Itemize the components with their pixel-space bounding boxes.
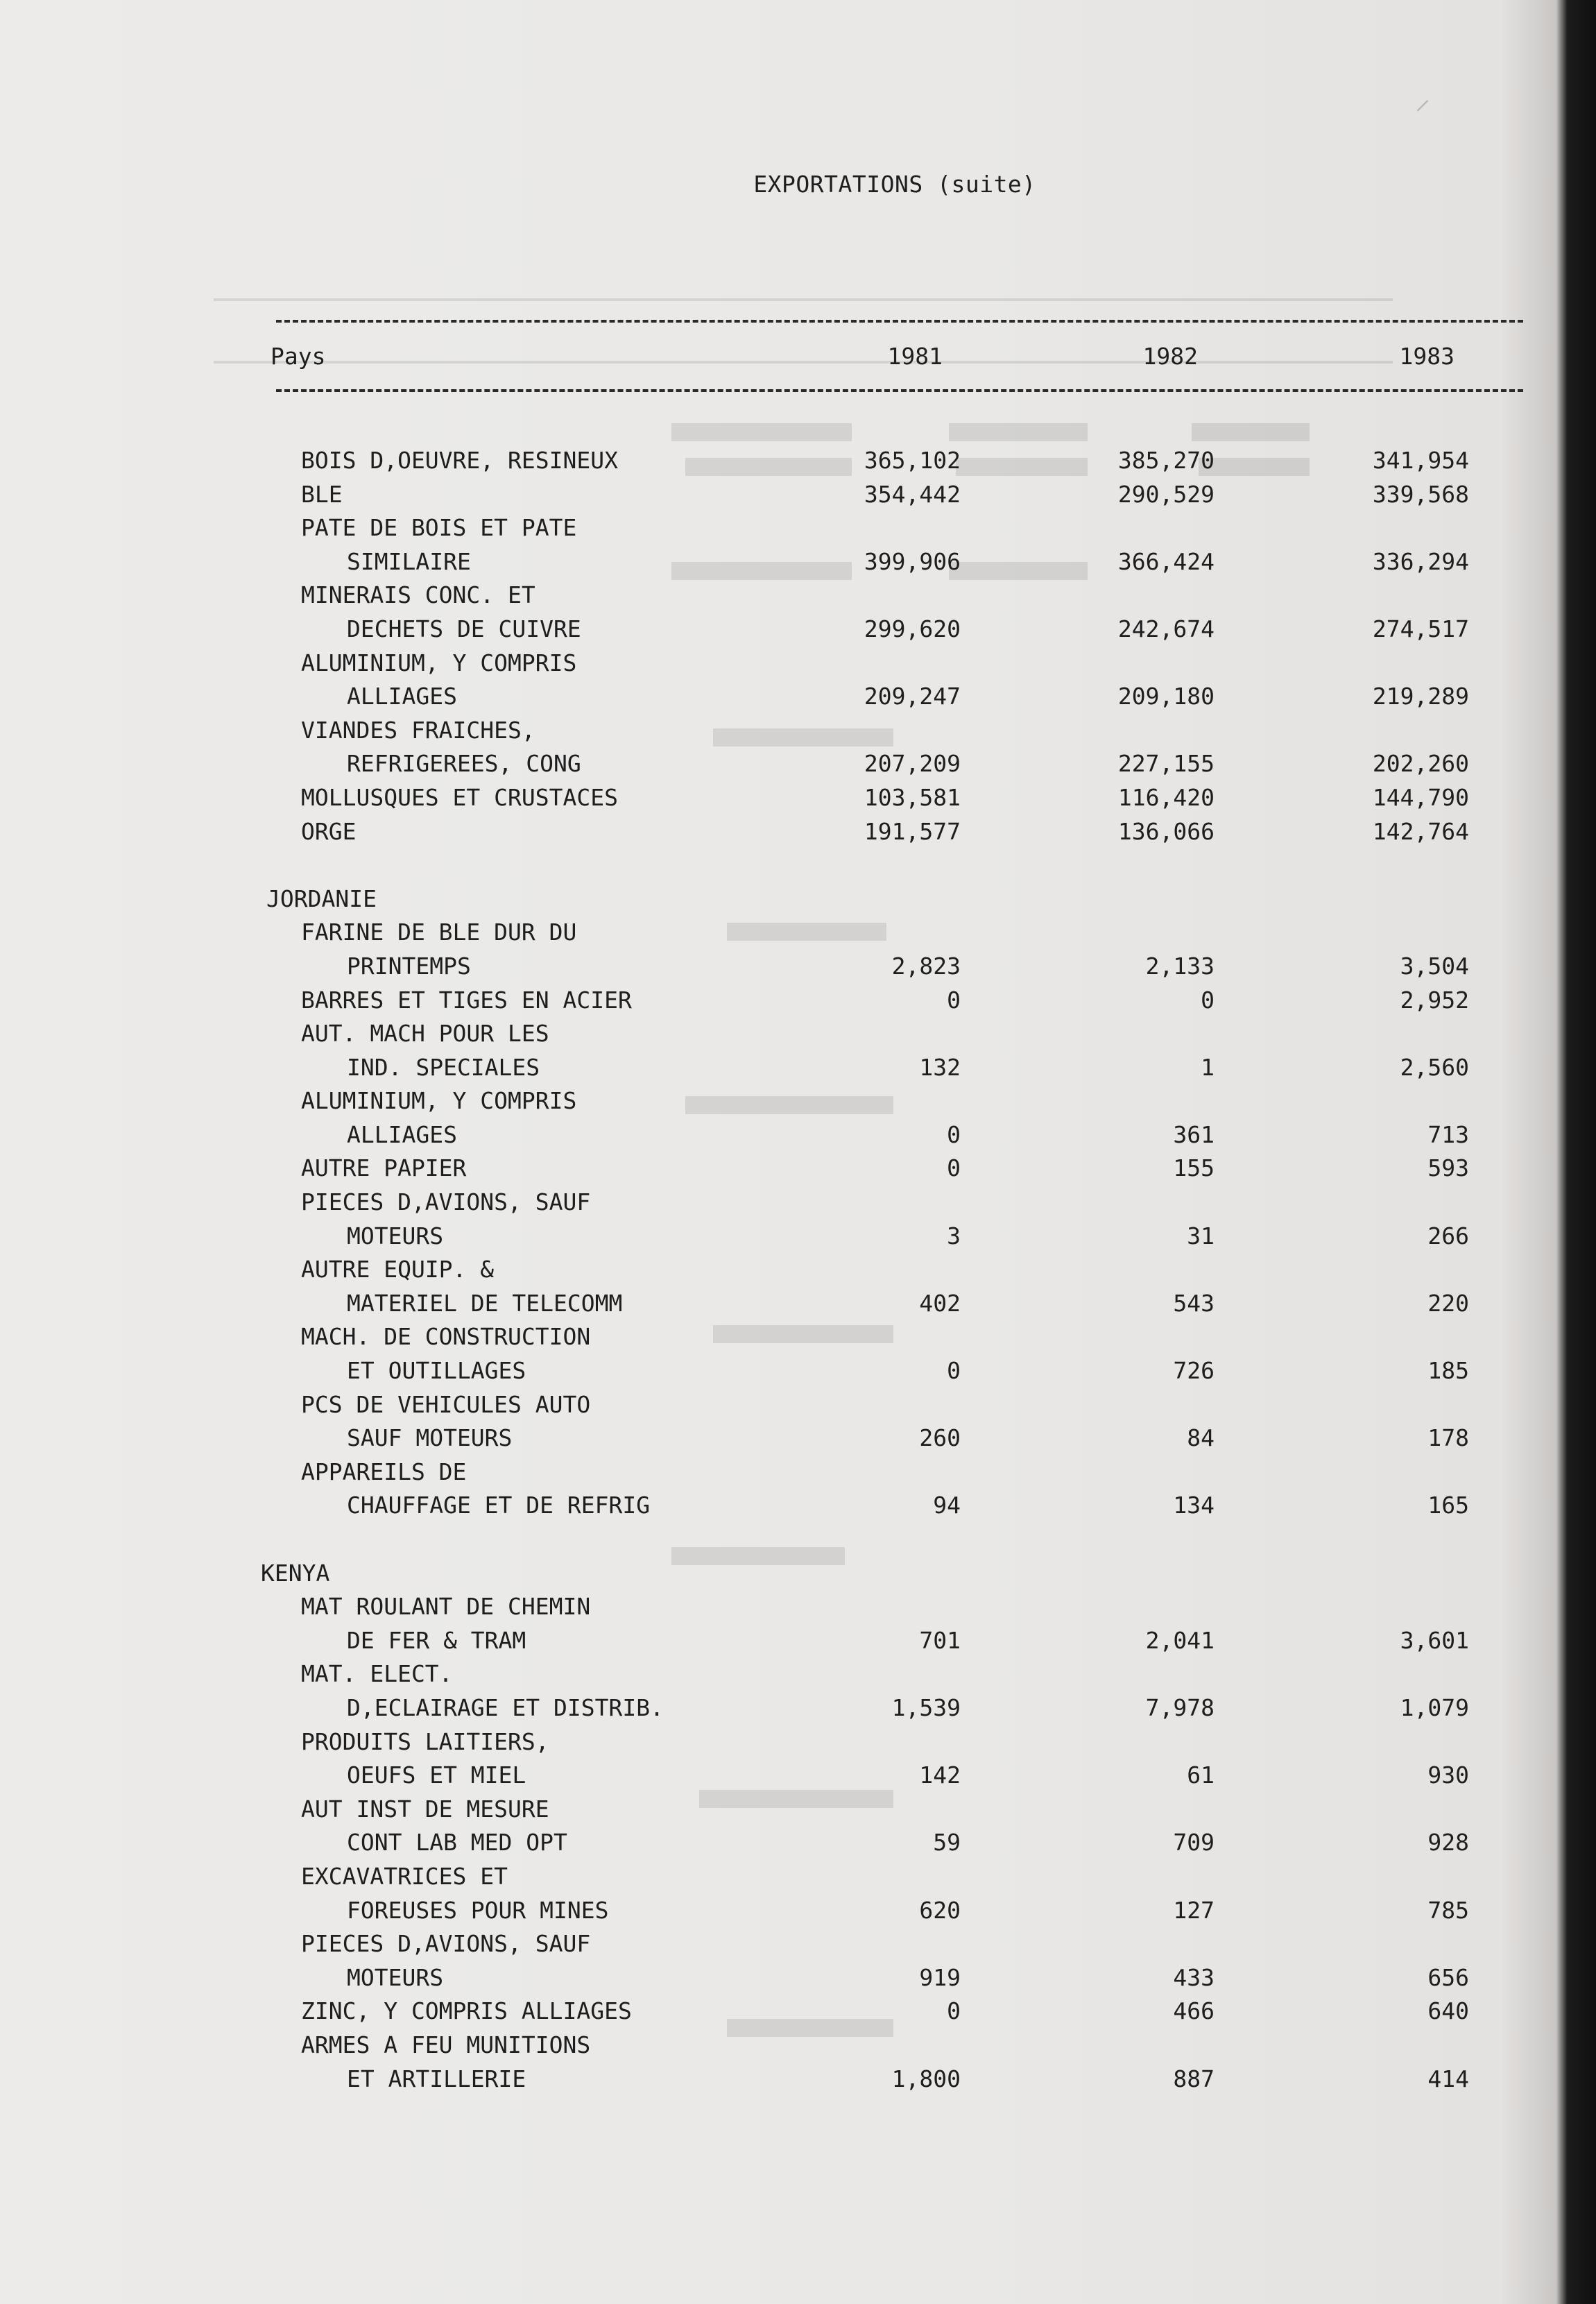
country-row xyxy=(0,1557,1596,1591)
table-row xyxy=(0,1657,1596,1691)
product-label: ALLIAGES xyxy=(347,1120,457,1148)
spacer-row xyxy=(0,848,1596,882)
product-label: FARINE DE BLE DUR DU xyxy=(301,919,577,946)
product-label: PATE DE BOIS ET PATE xyxy=(301,514,577,542)
column-header-1982: 1982 xyxy=(1142,343,1198,370)
table-row xyxy=(0,1388,1596,1422)
value-1983: 640 xyxy=(1427,1997,1469,2025)
value-1983: 165 xyxy=(1427,1492,1469,1519)
table-row xyxy=(0,781,1596,815)
table-row xyxy=(0,1894,1596,1928)
table-row xyxy=(0,1624,1596,1658)
value-1981: 59 xyxy=(933,1829,961,1857)
country-name: JORDANIE xyxy=(266,885,377,912)
value-1983: 220 xyxy=(1427,1289,1469,1317)
value-1981: 701 xyxy=(919,1626,961,1654)
value-1982: 366,424 xyxy=(1117,547,1215,575)
value-1982: 209,180 xyxy=(1117,683,1215,710)
value-1983: 266 xyxy=(1427,1222,1469,1249)
table-row xyxy=(0,1456,1596,1490)
product-label: BLE xyxy=(301,480,343,508)
table-row xyxy=(0,1590,1596,1624)
product-label: BARRES ET TIGES EN ACIER xyxy=(301,986,632,1014)
value-1982: 61 xyxy=(1187,1761,1215,1789)
table-row xyxy=(0,545,1596,579)
table-row xyxy=(0,511,1596,545)
value-1981: 207,209 xyxy=(864,750,961,778)
value-1983: 1,079 xyxy=(1400,1693,1469,1721)
value-1981: 0 xyxy=(947,1154,961,1182)
product-label: AUT INST DE MESURE xyxy=(301,1795,549,1823)
value-1981: 0 xyxy=(947,1120,961,1148)
value-1982: 31 xyxy=(1187,1222,1215,1249)
product-label: PCS DE VEHICULES AUTO xyxy=(301,1390,591,1418)
table-row xyxy=(0,1354,1596,1388)
value-1982: 290,529 xyxy=(1117,480,1215,508)
table-row xyxy=(0,916,1596,950)
table-row xyxy=(0,1220,1596,1254)
table-row xyxy=(0,478,1596,512)
value-1982: 887 xyxy=(1173,2065,1215,2092)
value-1981: 402 xyxy=(919,1289,961,1317)
product-label: ET OUTILLAGES xyxy=(347,1357,526,1385)
value-1983: 928 xyxy=(1427,1829,1469,1857)
value-1981: 365,102 xyxy=(864,447,961,474)
page-title: EXPORTATIONS (suite) xyxy=(753,171,1036,198)
value-1983: 414 xyxy=(1427,2065,1469,2092)
value-1983: 144,790 xyxy=(1372,783,1469,811)
table-row xyxy=(0,1995,1596,2029)
value-1981: 0 xyxy=(947,986,961,1014)
value-1983: 2,560 xyxy=(1400,1053,1469,1081)
table-row xyxy=(0,647,1596,681)
value-1982: 726 xyxy=(1173,1357,1215,1385)
value-1981: 0 xyxy=(947,1357,961,1385)
product-label: OEUFS ET MIEL xyxy=(347,1761,526,1789)
product-label: APPAREILS DE xyxy=(301,1458,467,1485)
value-1981: 1,800 xyxy=(891,2065,961,2092)
column-header-pays: Pays xyxy=(271,343,326,370)
product-label: ALUMINIUM, Y COMPRIS xyxy=(301,649,577,676)
value-1981: 94 xyxy=(933,1492,961,1519)
table-row xyxy=(0,984,1596,1018)
table-row xyxy=(0,1186,1596,1220)
product-label: ALLIAGES xyxy=(347,683,457,710)
product-label: MAT. ELECT. xyxy=(301,1660,453,1688)
table-row xyxy=(0,1860,1596,1894)
value-1983: 785 xyxy=(1427,1896,1469,1924)
product-label: CHAUFFAGE ET DE REFRIG xyxy=(347,1492,651,1519)
value-1983: 202,260 xyxy=(1372,750,1469,778)
product-label: ARMES A FEU MUNITIONS xyxy=(301,2031,591,2058)
table-row xyxy=(0,1084,1596,1118)
value-1982: 543 xyxy=(1173,1289,1215,1317)
table-row xyxy=(0,950,1596,984)
product-label: PIECES D,AVIONS, SAUF xyxy=(301,1930,591,1958)
value-1982: 134 xyxy=(1173,1492,1215,1519)
product-label: MACH. DE CONSTRUCTION xyxy=(301,1323,591,1351)
product-label: IND. SPECIALES xyxy=(347,1053,540,1081)
value-1981: 3 xyxy=(947,1222,961,1249)
header-rule-bottom xyxy=(276,389,1523,392)
value-1981: 1,539 xyxy=(891,1693,961,1721)
value-1983: 3,504 xyxy=(1400,952,1469,980)
export-table-body xyxy=(0,444,1596,2096)
value-1981: 260 xyxy=(919,1424,961,1452)
value-1982: 227,155 xyxy=(1117,750,1215,778)
table-row xyxy=(0,613,1596,647)
value-1983: 178 xyxy=(1427,1424,1469,1452)
product-label: PRODUITS LAITIERS, xyxy=(301,1727,549,1755)
value-1983: 142,764 xyxy=(1372,817,1469,845)
value-1983: 3,601 xyxy=(1400,1626,1469,1654)
column-header-1981: 1981 xyxy=(887,343,943,370)
value-1981: 354,442 xyxy=(864,480,961,508)
value-1983: 713 xyxy=(1427,1120,1469,1148)
product-label: VIANDES FRAICHES, xyxy=(301,716,535,744)
table-row xyxy=(0,2063,1596,2097)
value-1982: 361 xyxy=(1173,1120,1215,1148)
product-label: EXCAVATRICES ET xyxy=(301,1862,508,1890)
value-1982: 116,420 xyxy=(1117,783,1215,811)
value-1982: 1 xyxy=(1201,1053,1215,1081)
value-1983: 930 xyxy=(1427,1761,1469,1789)
product-label: ET ARTILLERIE xyxy=(347,2065,526,2092)
table-row xyxy=(0,444,1596,478)
value-1983: 274,517 xyxy=(1372,615,1469,642)
product-label: MAT ROULANT DE CHEMIN xyxy=(301,1593,591,1621)
table-row xyxy=(0,1793,1596,1827)
table-row xyxy=(0,680,1596,714)
table-row xyxy=(0,1152,1596,1186)
table-row xyxy=(0,1961,1596,1995)
table-row xyxy=(0,1017,1596,1051)
table-row xyxy=(0,1253,1596,1287)
product-label: ORGE xyxy=(301,817,357,845)
value-1983: 341,954 xyxy=(1372,447,1469,474)
product-label: AUTRE PAPIER xyxy=(301,1154,467,1182)
product-label: MOTEURS xyxy=(347,1963,444,1991)
table-row xyxy=(0,747,1596,781)
table-row xyxy=(0,1826,1596,1860)
value-1982: 2,041 xyxy=(1145,1626,1215,1654)
value-1982: 84 xyxy=(1187,1424,1215,1452)
country-row xyxy=(0,882,1596,916)
product-label: PRINTEMPS xyxy=(347,952,471,980)
table-row xyxy=(0,815,1596,849)
value-1982: 136,066 xyxy=(1117,817,1215,845)
table-row xyxy=(0,1489,1596,1523)
value-1982: 709 xyxy=(1173,1829,1215,1857)
table-row xyxy=(0,714,1596,748)
value-1983: 219,289 xyxy=(1372,683,1469,710)
product-label: REFRIGEREES, CONG xyxy=(347,750,581,778)
value-1982: 2,133 xyxy=(1145,952,1215,980)
product-label: D,ECLAIRAGE ET DISTRIB. xyxy=(347,1693,664,1721)
product-label: ALUMINIUM, Y COMPRIS xyxy=(301,1087,577,1115)
table-row xyxy=(0,1691,1596,1725)
value-1982: 385,270 xyxy=(1117,447,1215,474)
table-row xyxy=(0,1051,1596,1085)
value-1983: 185 xyxy=(1427,1357,1469,1385)
value-1982: 433 xyxy=(1173,1963,1215,1991)
value-1983: 2,952 xyxy=(1400,986,1469,1014)
value-1981: 142 xyxy=(919,1761,961,1789)
value-1982: 127 xyxy=(1173,1896,1215,1924)
value-1981: 919 xyxy=(919,1963,961,1991)
value-1981: 103,581 xyxy=(864,783,961,811)
table-row xyxy=(0,1287,1596,1321)
table-row xyxy=(0,1927,1596,1961)
header-rule-top xyxy=(276,320,1523,323)
value-1982: 466 xyxy=(1173,1997,1215,2025)
table-row xyxy=(0,1118,1596,1152)
table-row xyxy=(0,1759,1596,1793)
product-label: MINERAIS CONC. ET xyxy=(301,581,535,609)
product-label: CONT LAB MED OPT xyxy=(347,1829,567,1857)
value-1981: 0 xyxy=(947,1997,961,2025)
value-1981: 620 xyxy=(919,1896,961,1924)
spacer-row xyxy=(0,1523,1596,1557)
product-label: SAUF MOTEURS xyxy=(347,1424,513,1452)
value-1981: 299,620 xyxy=(864,615,961,642)
page-corner-mark: ⸝ xyxy=(1415,81,1430,117)
value-1982: 242,674 xyxy=(1117,615,1215,642)
value-1983: 656 xyxy=(1427,1963,1469,1991)
product-label: BOIS D,OEUVRE, RESINEUX xyxy=(301,447,618,474)
value-1983: 593 xyxy=(1427,1154,1469,1182)
product-label: DE FER & TRAM xyxy=(347,1626,526,1654)
value-1981: 209,247 xyxy=(864,683,961,710)
value-1981: 132 xyxy=(919,1053,961,1081)
product-label: PIECES D,AVIONS, SAUF xyxy=(301,1188,591,1216)
product-label: SIMILAIRE xyxy=(347,547,471,575)
product-label: MATERIEL DE TELECOMM xyxy=(347,1289,623,1317)
value-1981: 191,577 xyxy=(864,817,961,845)
value-1981: 2,823 xyxy=(891,952,961,980)
product-label: AUT. MACH POUR LES xyxy=(301,1020,549,1048)
value-1982: 0 xyxy=(1201,986,1215,1014)
product-label: MOLLUSQUES ET CRUSTACES xyxy=(301,783,618,811)
table-row xyxy=(0,1422,1596,1456)
value-1981: 399,906 xyxy=(864,547,961,575)
product-label: ZINC, Y COMPRIS ALLIAGES xyxy=(301,1997,632,2025)
column-header-1983: 1983 xyxy=(1399,343,1455,370)
country-name: KENYA xyxy=(261,1559,330,1587)
value-1982: 155 xyxy=(1173,1154,1215,1182)
value-1982: 7,978 xyxy=(1145,1693,1215,1721)
table-row xyxy=(0,579,1596,613)
product-label: FOREUSES POUR MINES xyxy=(347,1896,609,1924)
product-label: AUTRE EQUIP. & xyxy=(301,1256,495,1283)
product-label: MOTEURS xyxy=(347,1222,444,1249)
value-1983: 339,568 xyxy=(1372,480,1469,508)
table-row xyxy=(0,2029,1596,2063)
value-1983: 336,294 xyxy=(1372,547,1469,575)
product-label: DECHETS DE CUIVRE xyxy=(347,615,581,642)
table-row xyxy=(0,1725,1596,1759)
table-row xyxy=(0,1320,1596,1354)
